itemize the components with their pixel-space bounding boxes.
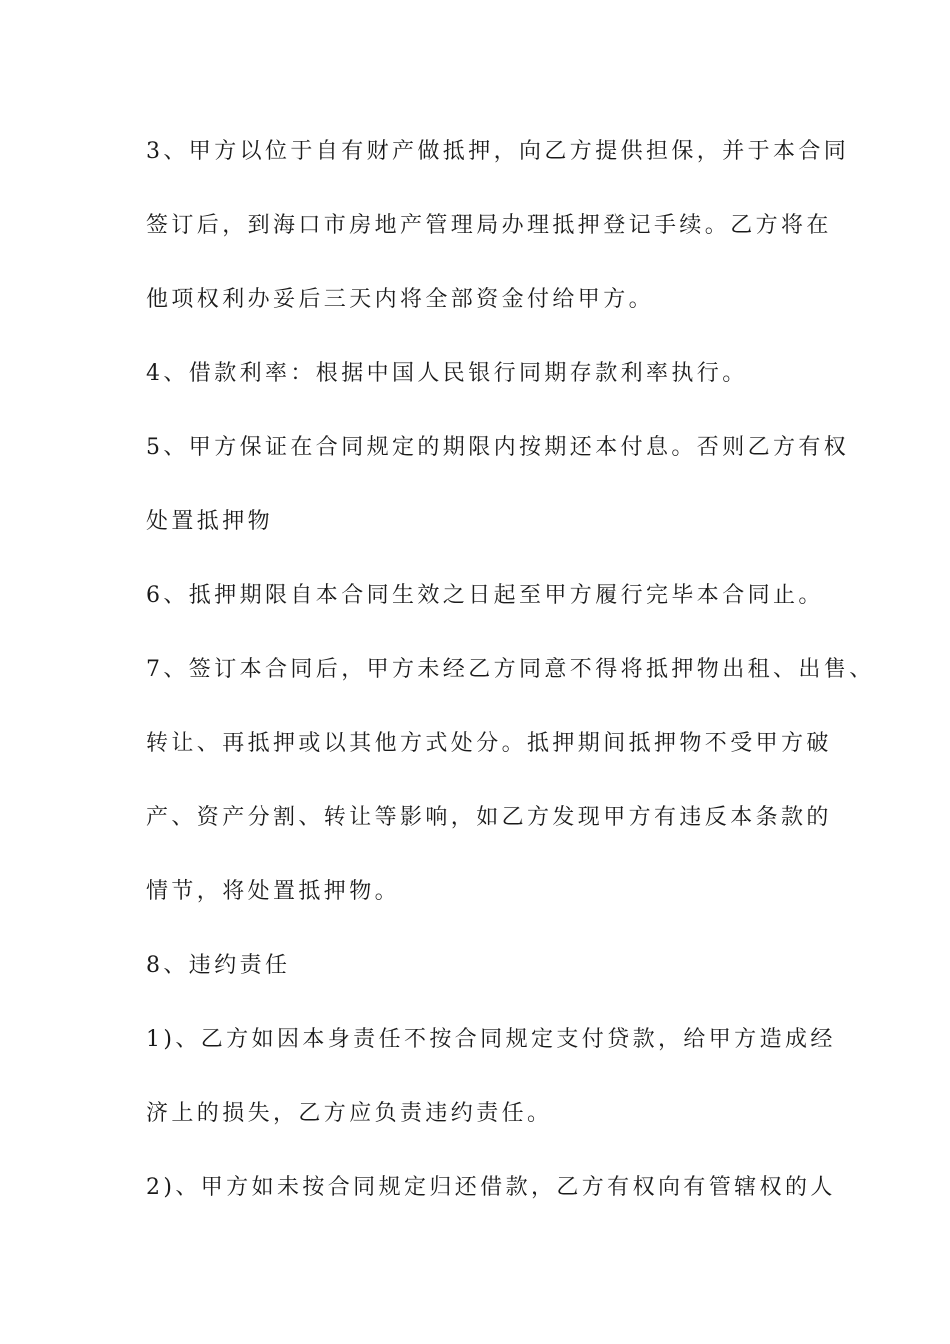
text-line-clause-3-end: 他项权利办妥后三天内将全部资金付给甲方。 xyxy=(146,287,655,312)
text-line-clause-8-heading: 8、违约责任 xyxy=(146,953,291,978)
text-line-clause-8-item-1-end: 济上的损失，乙方应负责违约责任。 xyxy=(146,1101,553,1126)
text-line-clause-4: 4、借款利率：根据中国人民银行同期存款利率执行。 xyxy=(146,361,748,386)
text-line-clause-8-item-2: 2)、甲方如未按合同规定归还借款，乙方有权向有管辖权的人 xyxy=(146,1175,836,1200)
text-line-clause-7-end: 情节，将处置抵押物。 xyxy=(146,879,401,904)
text-line-clause-7-cont: 转让、再抵押或以其他方式处分。抵押期间抵押物不受甲方破 xyxy=(146,731,832,756)
text-line-clause-5-end: 处置抵押物 xyxy=(146,509,274,534)
text-line-clause-7: 7、签订本合同后，甲方未经乙方同意不得将抵押物出租、出售、 xyxy=(146,657,875,682)
text-line-clause-5: 5、甲方保证在合同规定的期限内按期还本付息。否则乙方有权 xyxy=(146,435,850,460)
text-line-clause-6: 6、抵押期限自本合同生效之日起至甲方履行完毕本合同止。 xyxy=(146,583,824,608)
text-line-clause-7-cont2: 产、资产分割、转让等影响，如乙方发现甲方有违反本条款的 xyxy=(146,805,832,830)
text-line-clause-3-cont: 签订后，到海口市房地产管理局办理抵押登记手续。乙方将在 xyxy=(146,213,832,238)
text-line-clause-8-item-1: 1)、乙方如因本身责任不按合同规定支付贷款，给甲方造成经 xyxy=(146,1027,836,1052)
text-line-clause-3: 3、甲方以位于自有财产做抵押，向乙方提供担保，并于本合同 xyxy=(146,139,850,164)
